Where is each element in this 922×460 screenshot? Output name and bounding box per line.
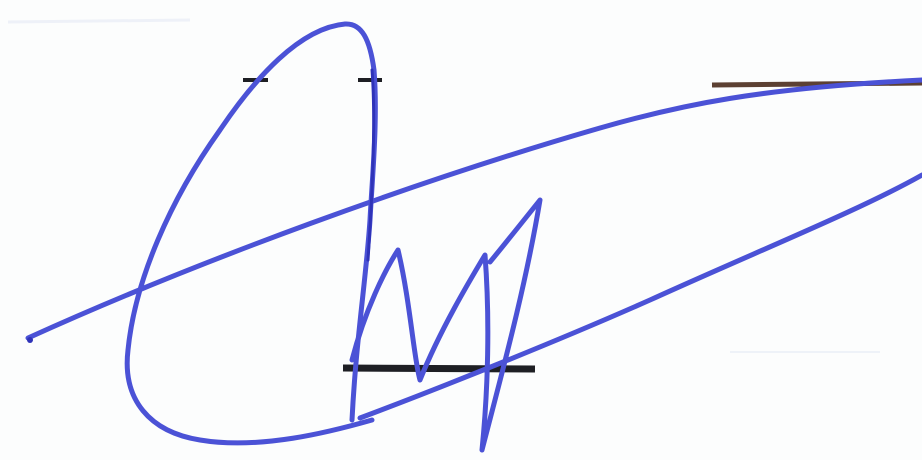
signature-start-dot bbox=[27, 337, 33, 343]
rule-line-bottom bbox=[343, 368, 535, 369]
scan-artifact-top bbox=[8, 20, 190, 22]
